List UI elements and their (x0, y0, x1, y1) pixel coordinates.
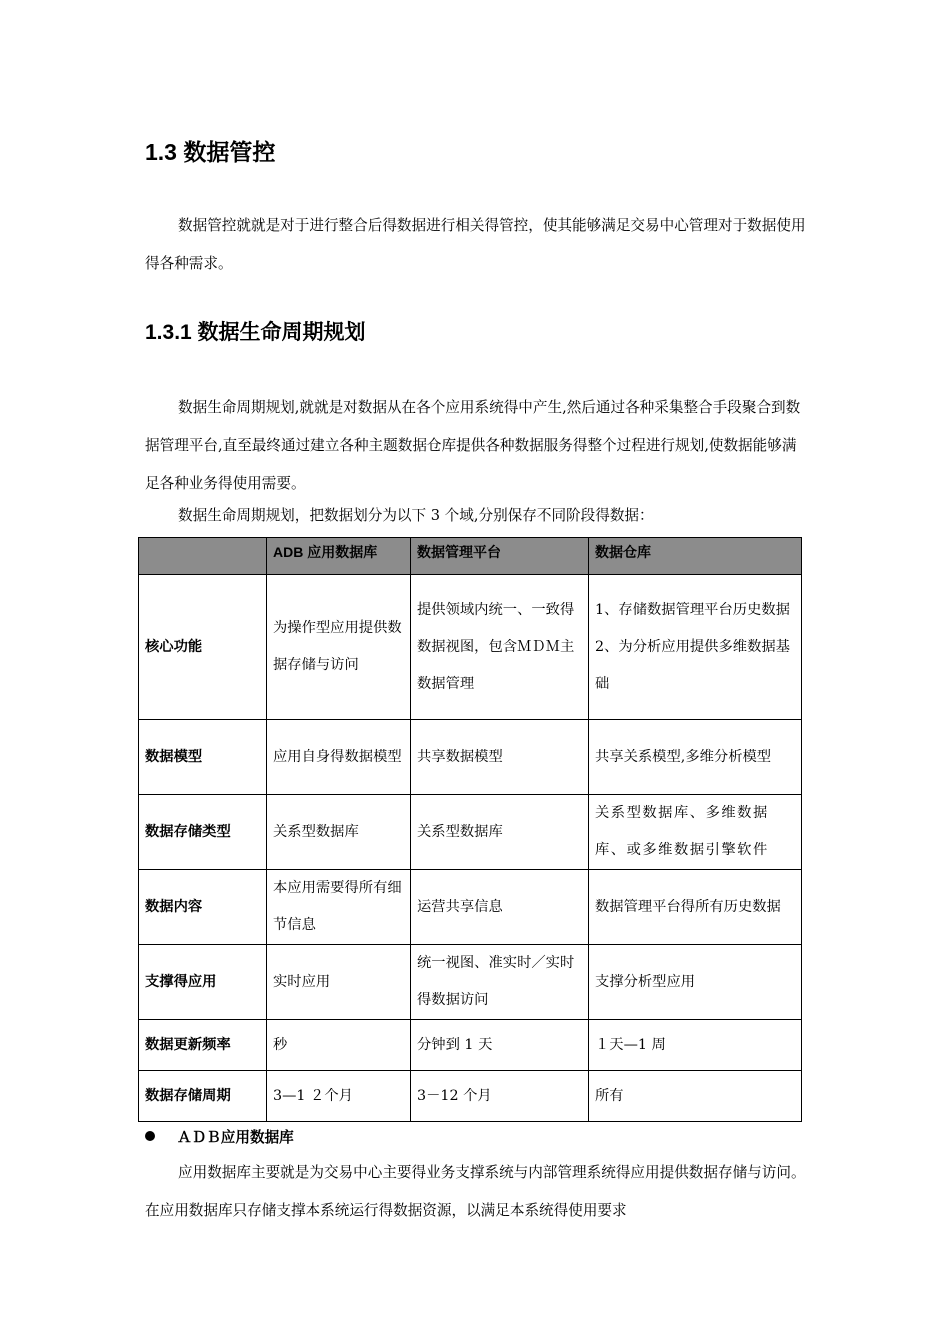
table-header-cell: 数据仓库 (589, 538, 802, 575)
table-row (139, 1020, 802, 1071)
table-cell: 本应用需要得所有细节信息 (267, 870, 411, 945)
table-header-cell (139, 538, 267, 575)
data-domain-table (138, 537, 802, 1122)
table-cell: 3—1 ２个月 (267, 1071, 411, 1122)
table-cell: 所有 (589, 1071, 802, 1122)
table-row-label: 数据模型 (139, 720, 267, 795)
adb-paragraph: 应用数据库主要就是为交易中心主要得业务支撑系统与内部管理系统得应用提供数据存储与访问。在应用数据库只存储支撑本系统运行得数据资源，以满足本系统得使用要求 (145, 1164, 806, 1219)
table-header-row (139, 538, 802, 575)
table-cell: 提供领域内统一、一致得数据视图，包含ＭＤＭ主数据管理 (411, 575, 589, 720)
table-cell: 应用自身得数据模型 (267, 720, 411, 795)
table-row (139, 575, 802, 720)
section-heading: 1.3 数据管控 (145, 139, 276, 165)
table-cell: 关系型数据库 (411, 795, 589, 870)
table-row (139, 945, 802, 1020)
domain-division-paragraph: 数据生命周期规划，把数据划分为以下 3 个域,分别保存不同阶段得数据： (178, 507, 654, 524)
table-row-label: 核心功能 (139, 575, 267, 720)
table-row-label: 数据更新频率 (139, 1020, 267, 1071)
table-cell: 实时应用 (267, 945, 411, 1020)
table-cell: 关系型数据库 (267, 795, 411, 870)
table-cell: 关系型数据库、多维数据库、或多维数据引擎软件 (589, 795, 802, 870)
table-row-label: 数据存储周期 (139, 1071, 267, 1122)
bullet-dot-icon (145, 1131, 155, 1141)
table-cell: 数据管理平台得所有历史数据 (589, 870, 802, 945)
bullet-item (145, 1126, 294, 1147)
table-row (139, 1071, 802, 1122)
table-header-cell: ADB 应用数据库 (267, 538, 411, 575)
section-intro-paragraph: 数据管控就就是对于进行整合后得数据进行相关得管控，使其能够满足交易中心管理对于数据使用得各种需求。 (145, 217, 806, 272)
table-cell: 分钟到 1 天 (411, 1020, 589, 1071)
table-cell: 为操作型应用提供数据存储与访问 (267, 575, 411, 720)
table-cell: 统一视图、准实时／实时得数据访问 (411, 945, 589, 1020)
table-cell: 秒 (267, 1020, 411, 1071)
table-row (139, 870, 802, 945)
subsection-heading: 1.3.1 数据生命周期规划 (145, 321, 366, 344)
table-row (139, 720, 802, 795)
table-row-label: 数据存储类型 (139, 795, 267, 870)
lifecycle-paragraph: 数据生命周期规划,就就是对数据从在各个应用系统得中产生,然后通过各种采集整合手段聚合到数据管理平台,直至最终通过建立各种主题数据仓库提供各种数据服务得整个过程进行规划,使数据能够满足各种业务得使用需要。 (145, 399, 801, 492)
table-cell: 运营共享信息 (411, 870, 589, 945)
table-header-cell: 数据管理平台 (411, 538, 589, 575)
table-cell: 1、存储数据管理平台历史数据 2、为分析应用提供多维数据基础 (589, 575, 802, 720)
bullet-title: ＡＤＢ应用数据库 (177, 1130, 294, 1146)
table-cell: 3－12 个月 (411, 1071, 589, 1122)
table-row-label: 支撑得应用 (139, 945, 267, 1020)
table-cell: 共享关系模型,多维分析模型 (589, 720, 802, 795)
table-cell: 共享数据模型 (411, 720, 589, 795)
table-cell: 支撑分析型应用 (589, 945, 802, 1020)
table-row-label: 数据内容 (139, 870, 267, 945)
table-row (139, 795, 802, 870)
table-cell: １天—1 周 (589, 1020, 802, 1071)
